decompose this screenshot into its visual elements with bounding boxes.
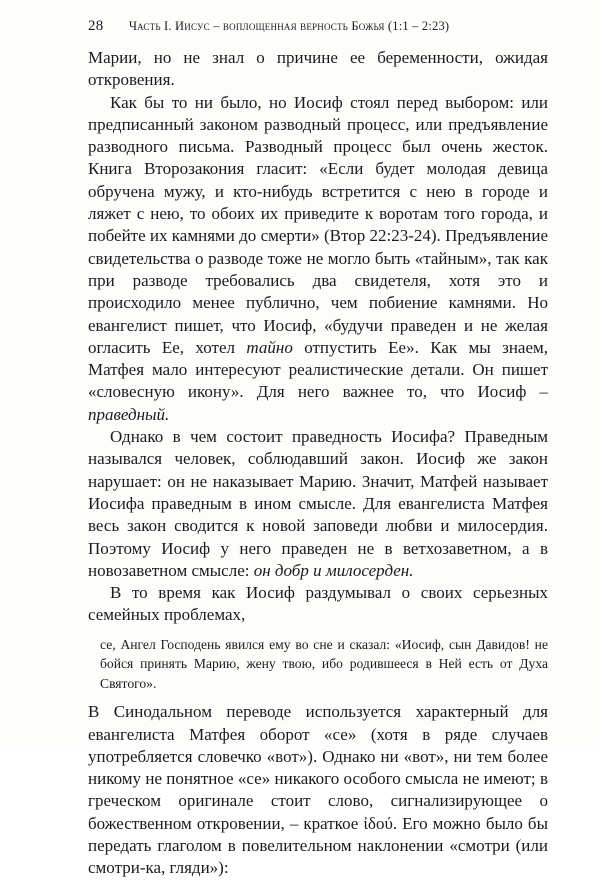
paragraph-text: Как бы то ни было, но Иосиф стоял перед выбором: или предписанный законом разводный процесс, или предъявление разводного письма. Разводный процесс был очень жесток. Книга Второзакония гласит: «Если будет молодая девица обручена мужу, и кто-нибудь встретится с нею в городе и ляжет с нею, то обоих их приведите к воротам того города, и побейте их камнями до смерти» (Втор 22:23-24). Предъявление свидетельства о разводе тоже не могло быть «тайным», так как при разводе требовались два свидетеля, хотя это и происходило менее публично, чем побиение камнями. Но евангелист пишет, что Иосиф, «будучи праведен и не желая огласить Ее, хотел [88,92,548,357]
paragraph-text: Однако в чем состоит праведность Иосифа? Праведным назывался человек, соблюдавший закон. Иосиф же закон нарушает: он не наказывает Марию. Значит, Матфей называет Иосифа праведным в ином смысле. Для евангелиста Матфея весь закон сводится к новой заповеди любви и милосердия. Поэтому Иосиф у него праведен не в ветхозаветном, а в новозаветном смысле: [88,427,548,580]
running-head: Часть I. Иисус – воплощенная верность Божья (1:1 – 2:23) [128,19,450,33]
paragraph-lead-in [88,582,548,627]
page-number: 28 [88,18,104,34]
paragraph-text: Марии, но не знал о причине ее беременности, ожидая откровения. [88,48,548,90]
page-header [88,18,548,35]
emphasis: он добр и милосерден. [253,560,414,580]
paragraph-translation: В Синодальном переводе используется характерный для евангелиста Матфея оборот «се» (хотя в ряде случаев употребляется словечко «вот»). Однако ни «вот», ни тем более никому не понятное «се» никакого особого смысла не имеют; в греческом оригинале стоит слово, сигнализирующее о божественном откровении, – краткое ἰδού. Его можно было бы передать глаголом в повелительном наклонении «смотри (или смотри-ка, гляди»): [88,702,548,878]
paragraph-text: отпустить Ее». Как мы знаем, Матфея мало интересуют реалистические детали. Он пишет «словесную икону». Для него важнее то, что Иосиф – [88,337,549,402]
paragraph-text: В то время как Иосиф раздумывал о своих серьезных семейных проблемах, [88,583,548,625]
scripture-quote: се, Ангел Господень явился ему во сне и сказал: «Иосиф, сын Давидов! не бойся принять Марию, жену твою, ибо родившееся в Ней есть от Духа Святого». [100,636,548,691]
page-body [88,47,548,880]
emphasis: тайно [246,337,293,357]
paragraph-continuation [88,47,548,92]
paragraph-choice [88,92,548,426]
paragraph-righteousness [88,426,548,582]
emphasis: праведный. [88,404,170,424]
